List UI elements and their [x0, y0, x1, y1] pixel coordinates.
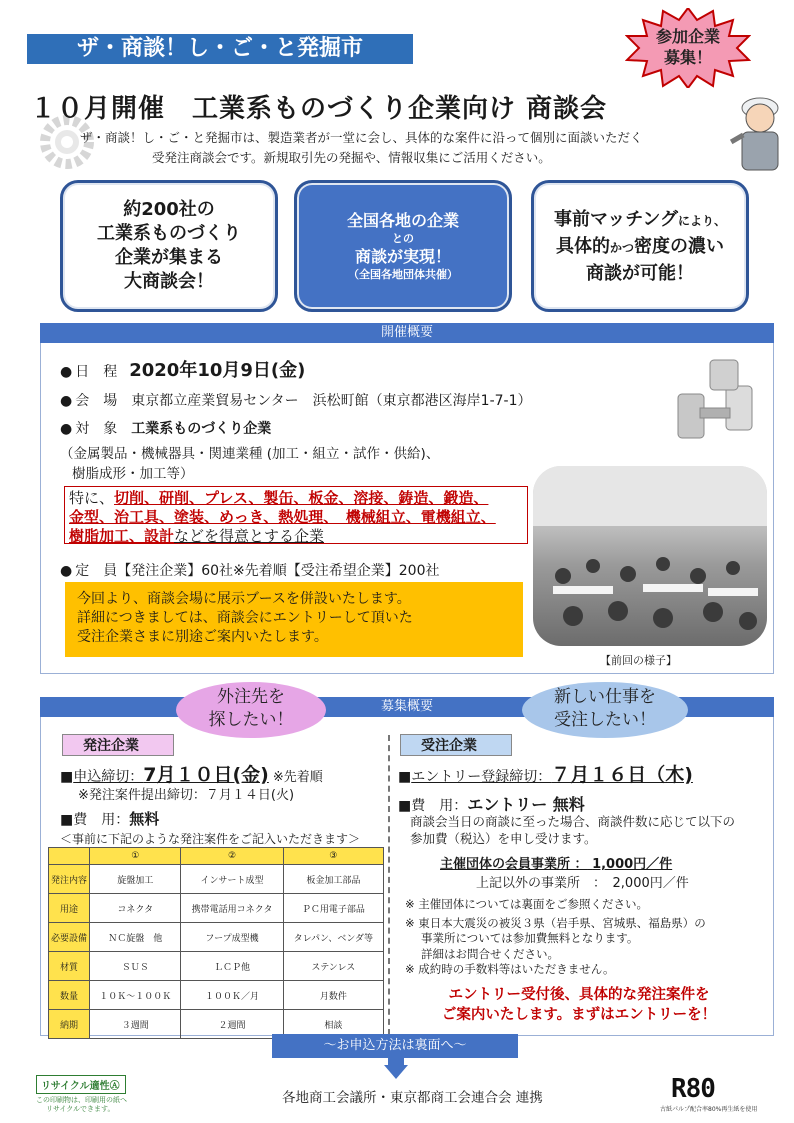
down-arrow-icon [384, 1057, 408, 1081]
table-cell: ＬＣＰ他 [181, 952, 283, 981]
entry-call-to-action: エントリー受付後、具体的な発注案件を ご案内いたします。まずはエントリーを！ [441, 987, 717, 1023]
feature-box-nationwide: 全国各地の企業 との 商談が実現！ （全国各地団体共催） [294, 180, 512, 312]
table-header-row [49, 848, 384, 865]
table-cell: ２週間 [181, 1010, 283, 1039]
table-cell: 月数件 [283, 981, 383, 1010]
recycle-mark: リサイクル適性Ⓐ この印刷物は、印刷用の紙へ リサイクルできます。 [36, 1075, 127, 1114]
table-cell: 旋盤加工 [90, 865, 181, 894]
table-cell: ステンレス [283, 952, 383, 981]
price-member-row: 主催団体の会員事業所 ： 1,000円／件 [440, 857, 673, 872]
overview-section-header: 開催概要 [40, 323, 774, 343]
table-row-label: 必要設備 [49, 923, 90, 952]
buyer-tag: 発注企業 [62, 734, 174, 756]
table-header-cell: ① [90, 848, 181, 865]
table-row [49, 923, 384, 952]
table-row [49, 981, 384, 1010]
next-page-arrow: ～お申込方法は裏面へ～ [272, 1034, 518, 1058]
table-row-label: 用途 [49, 894, 90, 923]
table-row-label: 材質 [49, 952, 90, 981]
buyer-deadline-row: ■申込締切：7月１０日(金) ※先着順 [60, 764, 323, 786]
dumbbell-icon [668, 356, 764, 442]
supplier-deadline-row: ■エントリー登録締切：７月１６日（木) [398, 764, 693, 786]
overview-capacity-row: ● 定 員【発注企業】60社※先着順【受注希望企業】200社 [60, 563, 440, 579]
buyer-sub-deadline: ※発注案件提出締切：７月１４日(火) [78, 788, 295, 803]
table-cell: ＳＵＳ [90, 952, 181, 981]
table-cell: コネクタ [90, 894, 181, 923]
r80-note: 古紙パルプ配合率80%再生紙を使用 [660, 1106, 758, 1113]
supplier-tag: 受注企業 [400, 734, 512, 756]
table-row [49, 952, 384, 981]
overview-date-row: ● 日 程 2020年10月9日(金) [60, 360, 306, 381]
buyer-table-intro: ＜事前に下記のような発注案件をご記入いただきます＞ [60, 832, 361, 846]
table-row [49, 894, 384, 923]
cooperation-note: 各地商工会議所・東京都商工会連合会 連携 [282, 1090, 543, 1106]
table-cell: ３週間 [90, 1010, 181, 1039]
price-nonmember-row: 上記以外の事業所 ： 2,000円／件 [476, 876, 689, 891]
table-cell: 板金加工部品 [283, 865, 383, 894]
table-row-label: 納期 [49, 1010, 90, 1039]
table-row-label: 発注内容 [49, 865, 90, 894]
overview-target-row: ● 対 象 工業系ものづくり企業 [60, 421, 272, 437]
photo-caption: 【前回の様子】 [600, 654, 677, 667]
r80-logo: R80 [671, 1074, 715, 1104]
feature-box-companies: 約200社の 工業系ものづくり 企業が集まる 大商談会！ [60, 180, 278, 312]
recruit-section-header: 募集概要 [40, 697, 774, 717]
page-title: １０月開催 工業系ものづくり企業向け 商談会 [30, 94, 608, 124]
table-cell: １００Ｋ／月 [181, 981, 283, 1010]
table-cell: 携帯電話用コネクタ [181, 894, 283, 923]
column-divider [388, 735, 390, 1035]
overview-target-detail: （金属製品・機械器具・関連業種 (加工・組立・試作・供給)、 樹脂成形・加工等） [60, 446, 440, 482]
order-example-table [48, 847, 384, 1039]
table-cell: インサート成型 [181, 865, 283, 894]
event-banner: ザ・商談！し・ご・と発掘市 [27, 34, 413, 64]
table-header-cell: ② [181, 848, 283, 865]
recruit-badge-text: 参加企業 募集！ [655, 27, 720, 67]
buyer-fee-row: ■費 用：無料 [60, 810, 160, 828]
table-row [49, 865, 384, 894]
table-cell: ＰＣ用電子部品 [283, 894, 383, 923]
overview-venue-row: ● 会 場 東京都立産業貿易センター 浜松町館（東京都港区海岸1-7-1） [60, 393, 532, 409]
table-cell: ＮＣ旋盤 他 [90, 923, 181, 952]
intro-text: ザ・商談！し・ご・と発掘市は、製造業者が一堂に会し、具体的な案件に沿って個別に面談いただく 受発注商談会です。新規取引先の発掘や、情報収集にご活用ください。 [80, 130, 643, 165]
supplier-fee-detail: 商談会当日の商談に至った場合、商談件数に応じて以下の 参加費（税込）を申し受けます。 [410, 814, 736, 846]
buyer-speech-cloud: 外注先を 探したい！ [176, 682, 326, 738]
worker-illustration [728, 88, 790, 172]
specialty-fields-box: 特に、切削、研削、プレス、製缶、板金、溶接、鋳造、鍛造、 金型、治工具、塗装、めっき、熱処理、 機械組立、電機組立、 樹脂加工、設計などを得意とする企業 [64, 486, 528, 544]
table-cell: 相談 [283, 1010, 383, 1039]
table-cell: タレパン、ベンダ等 [283, 923, 383, 952]
supplier-fee-row: ■費 用：エントリー 無料 [398, 795, 585, 814]
table-header-cell [49, 848, 90, 865]
supplier-notes: ※ 主催団体については裏面をご参照ください。 ※ 東日本大震災の被災３県（岩手県、宮城県、福島県）の 事業所については参加費無料となります。 詳細はお問合せください。 ※ 成約時の手数料等はいただきません。 [405, 897, 706, 976]
previous-event-photo [533, 466, 767, 646]
exhibition-notice-box: 今回より、商談会場に展示ブースを併設いたします。 詳細につきましては、商談会にエントリーして頂いた 受注企業さまに別途ご案内いたします。 [65, 582, 523, 657]
table-cell: １０Ｋ～１００Ｋ [90, 981, 181, 1010]
table-row-label: 数量 [49, 981, 90, 1010]
table-header-cell: ③ [283, 848, 383, 865]
table-cell: フープ成型機 [181, 923, 283, 952]
feature-box-matching: 事前マッチングにより、 具体的かつ密度の濃い 商談が可能！ [531, 180, 749, 312]
supplier-speech-cloud: 新しい仕事を 受注したい！ [522, 682, 688, 738]
